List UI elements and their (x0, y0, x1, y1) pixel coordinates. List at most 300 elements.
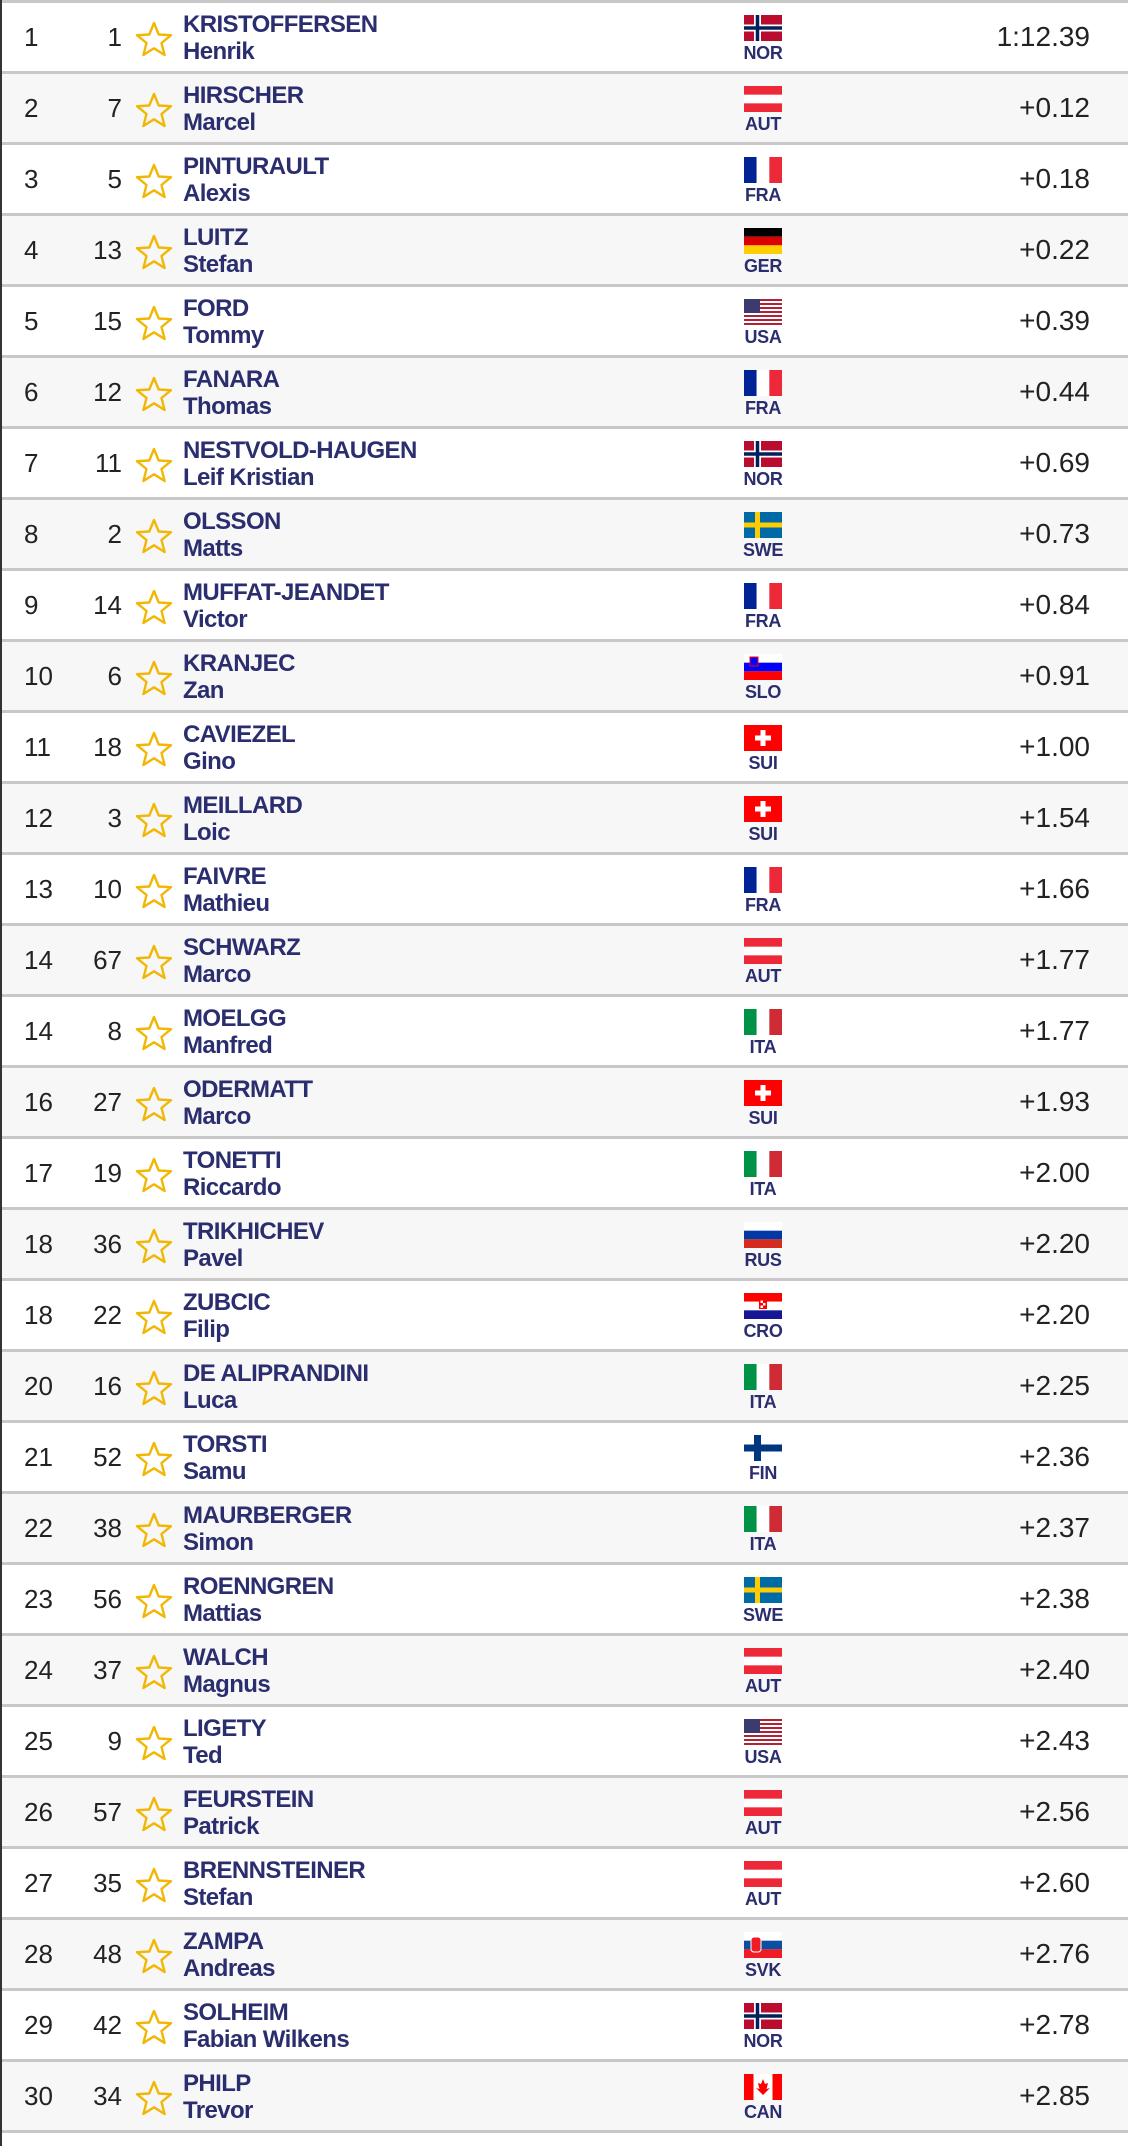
athlete-name-link[interactable] (183, 2070, 253, 2124)
athlete-last-name: OLSSON (183, 508, 281, 535)
rank-cell: 20 (24, 1371, 53, 1401)
table-row[interactable] (2, 852, 1128, 923)
flag-icon (744, 1080, 782, 1106)
rank-cell: 28 (24, 1939, 53, 1969)
table-row[interactable] (2, 355, 1128, 426)
time-cell: +0.44 (1019, 376, 1090, 407)
athlete-last-name: HIRSCHER (183, 82, 304, 109)
table-row[interactable] (2, 497, 1128, 568)
star-outline-icon[interactable] (134, 589, 174, 625)
athlete-first-name: Filip (183, 1316, 230, 1343)
athlete-last-name: MUFFAT-JEANDET (183, 579, 389, 606)
rank-cell: 7 (24, 448, 39, 478)
time-cell: +2.43 (1019, 1725, 1090, 1756)
flag-icon (744, 796, 782, 822)
rank-cell: 3 (24, 164, 39, 194)
athlete-name-link[interactable] (183, 721, 295, 775)
rank-cell: 22 (24, 1513, 53, 1543)
table-row[interactable] (2, 568, 1128, 639)
time-cell: +2.37 (1019, 1512, 1090, 1543)
bib-cell: 2 (107, 519, 122, 549)
rank-cell: 25 (24, 1726, 53, 1756)
bib-cell: 36 (93, 1229, 122, 1259)
table-row[interactable] (2, 1846, 1128, 1917)
star-outline-icon[interactable] (134, 731, 174, 767)
flag-icon (744, 1932, 782, 1958)
athlete-last-name: ODERMATT (183, 1076, 313, 1103)
athlete-last-name: PHILP (183, 2070, 251, 2097)
rank-cell: 4 (24, 235, 39, 265)
bib-cell: 42 (93, 2010, 122, 2040)
athlete-name-link[interactable] (183, 1005, 286, 1059)
athlete-last-name: LIGETY (183, 1715, 267, 1742)
time-cell: +0.12 (1019, 92, 1090, 123)
athlete-name-link[interactable] (183, 1218, 324, 1272)
flag-icon (744, 157, 782, 183)
flag-icon (744, 1790, 782, 1816)
nation-code: AUT (744, 1889, 782, 1909)
table-row[interactable] (2, 1349, 1128, 1420)
athlete-first-name: Marco (183, 1103, 251, 1130)
flag-icon (744, 1506, 782, 1532)
flag-icon (744, 370, 782, 396)
rank-cell: 26 (24, 1797, 53, 1827)
rank-cell: 5 (24, 306, 39, 336)
flag-icon (744, 1293, 782, 1319)
star-outline-icon[interactable] (134, 305, 174, 341)
flag-icon (744, 654, 782, 680)
athlete-last-name: BRENNSTEINER (183, 1857, 366, 1884)
athlete-first-name: Stefan (183, 1884, 253, 1911)
bib-cell: 67 (93, 945, 122, 975)
flag-icon (744, 512, 782, 538)
table-row[interactable] (2, 1278, 1128, 1349)
star-outline-icon[interactable] (134, 1654, 174, 1690)
table-row[interactable] (2, 1633, 1128, 1704)
athlete-name-link[interactable] (183, 1786, 314, 1840)
rank-cell: 12 (24, 803, 53, 833)
athlete-first-name: Fabian Wilkens (183, 2026, 350, 2053)
athlete-name-link[interactable] (183, 437, 417, 491)
star-outline-icon[interactable] (134, 447, 174, 483)
athlete-first-name: Gino (183, 748, 236, 775)
athlete-name-link[interactable] (183, 1644, 270, 1698)
athlete-last-name: DE ALIPRANDINI (183, 1360, 369, 1387)
bib-cell: 56 (93, 1584, 122, 1614)
star-outline-icon[interactable] (134, 1015, 174, 1051)
star-outline-icon[interactable] (134, 376, 174, 412)
flag-icon (744, 1435, 782, 1461)
table-row[interactable] (2, 142, 1128, 213)
nation-code: USA (744, 1747, 782, 1767)
nation-code: FRA (744, 895, 782, 915)
table-row[interactable] (2, 1136, 1128, 1207)
bib-cell: 34 (93, 2081, 122, 2111)
athlete-first-name: Riccardo (183, 1174, 281, 1201)
star-outline-icon[interactable] (134, 234, 174, 270)
table-row[interactable] (2, 923, 1128, 994)
athlete-name-link[interactable] (183, 1573, 334, 1627)
nation-code: FRA (744, 398, 782, 418)
table-row[interactable] (2, 426, 1128, 497)
nation-code: SVK (744, 1960, 782, 1980)
athlete-first-name: Ted (183, 1742, 223, 1769)
athlete-last-name: ZAMPA (183, 1928, 264, 1955)
bib-cell: 7 (107, 93, 122, 123)
time-cell: +2.60 (1019, 1867, 1090, 1898)
table-row[interactable] (2, 1917, 1128, 1988)
athlete-first-name: Leif Kristian (183, 464, 314, 491)
time-cell: +2.20 (1019, 1299, 1090, 1330)
athlete-first-name: Samu (183, 1458, 246, 1485)
athlete-name-link[interactable] (183, 1147, 281, 1201)
athlete-first-name: Matts (183, 535, 243, 562)
star-outline-icon[interactable] (134, 873, 174, 909)
athlete-name-link[interactable] (183, 579, 389, 633)
rank-cell: 18 (24, 1229, 53, 1259)
flag-icon (744, 583, 782, 609)
nation-code: SUI (748, 753, 778, 773)
athlete-first-name: Tommy (183, 322, 264, 349)
time-cell: +2.76 (1019, 1938, 1090, 1969)
bib-cell: 12 (93, 377, 122, 407)
star-outline-icon[interactable] (134, 2009, 174, 2045)
nation-code: FRA (744, 185, 782, 205)
star-outline-icon[interactable] (134, 660, 174, 696)
nation-code: SWE (742, 1605, 784, 1625)
athlete-name-link[interactable] (183, 1076, 312, 1130)
flag-icon (744, 1648, 782, 1674)
table-row[interactable] (2, 1491, 1128, 1562)
athlete-last-name: SCHWARZ (183, 934, 301, 961)
bib-cell: 9 (107, 1726, 122, 1756)
athlete-last-name: TONETTI (183, 1147, 282, 1174)
athlete-name-link[interactable] (183, 82, 304, 136)
nation-code: AUT (744, 1818, 782, 1838)
athlete-last-name: NESTVOLD-HAUGEN (183, 437, 417, 464)
time-cell: +1.54 (1019, 802, 1090, 833)
star-outline-icon[interactable] (134, 1938, 174, 1974)
rank-cell: 30 (24, 2081, 53, 2111)
flag-icon (744, 228, 782, 254)
star-outline-icon[interactable] (134, 163, 174, 199)
nation-code: USA (744, 327, 782, 347)
rank-cell: 2 (24, 93, 39, 123)
athlete-first-name: Marcel (183, 109, 256, 136)
star-outline-icon[interactable] (134, 1299, 174, 1335)
athlete-name-link[interactable] (183, 863, 269, 917)
time-cell: +0.39 (1019, 305, 1090, 336)
star-outline-icon[interactable] (134, 1867, 174, 1903)
athlete-last-name: KRANJEC (183, 650, 295, 677)
time-cell: +2.20 (1019, 1228, 1090, 1259)
athlete-last-name: WALCH (183, 1644, 268, 1671)
rank-cell: 10 (24, 661, 53, 691)
flag-icon (744, 2074, 782, 2100)
athlete-name-link[interactable] (183, 1502, 352, 1556)
rank-cell: 17 (24, 1158, 53, 1188)
athlete-name-link[interactable] (183, 1857, 365, 1911)
athlete-last-name: PINTURAULT (183, 153, 329, 180)
nation-code: CRO (743, 1321, 783, 1341)
bib-cell: 35 (93, 1868, 122, 1898)
time-cell: +1.00 (1019, 731, 1090, 762)
athlete-last-name: LUITZ (183, 224, 248, 251)
rank-cell: 18 (24, 1300, 53, 1330)
flag-icon (744, 1719, 782, 1745)
bib-cell: 27 (93, 1087, 122, 1117)
time-cell: +1.77 (1019, 1015, 1090, 1046)
time-cell: +0.84 (1019, 589, 1090, 620)
nation-code: NOR (743, 43, 783, 63)
nation-code: SUI (748, 1108, 778, 1128)
athlete-name-link[interactable] (183, 153, 329, 207)
table-row[interactable] (2, 1065, 1128, 1136)
table-row[interactable] (2, 781, 1128, 852)
star-outline-icon[interactable] (134, 1228, 174, 1264)
rank-cell: 6 (24, 377, 39, 407)
flag-icon (744, 1222, 782, 1248)
flag-icon (744, 938, 782, 964)
star-outline-icon[interactable] (134, 21, 174, 57)
athlete-last-name: TORSTI (183, 1431, 267, 1458)
athlete-first-name: Andreas (183, 1955, 275, 1982)
rank-cell: 8 (24, 519, 39, 549)
rank-cell: 14 (24, 945, 53, 975)
athlete-name-link[interactable] (183, 792, 302, 846)
star-outline-icon[interactable] (134, 1441, 174, 1477)
nation-code: AUT (744, 114, 782, 134)
nation-code: ITA (749, 1037, 777, 1057)
bib-cell: 52 (93, 1442, 122, 1472)
nation-code: FRA (744, 611, 782, 631)
time-cell: +1.77 (1019, 944, 1090, 975)
athlete-first-name: Luca (183, 1387, 237, 1414)
bib-cell: 15 (93, 306, 122, 336)
athlete-first-name: Trevor (183, 2097, 253, 2124)
athlete-first-name: Henrik (183, 38, 255, 65)
star-outline-icon[interactable] (134, 1725, 174, 1761)
table-row[interactable] (2, 710, 1128, 781)
time-cell: +2.85 (1019, 2080, 1090, 2111)
time-cell: +0.91 (1019, 660, 1090, 691)
athlete-name-link[interactable] (183, 650, 295, 704)
nation-code: ITA (749, 1179, 777, 1199)
athlete-first-name: Manfred (183, 1032, 273, 1059)
time-cell: +1.93 (1019, 1086, 1090, 1117)
time-cell: +2.78 (1019, 2009, 1090, 2040)
athlete-last-name: KRISTOFFERSEN (183, 11, 378, 38)
athlete-first-name: Zan (183, 677, 224, 704)
athlete-first-name: Marco (183, 961, 251, 988)
athlete-last-name: MAURBERGER (183, 1502, 352, 1529)
athlete-name-link[interactable] (183, 508, 281, 562)
nation-code: CAN (743, 2102, 783, 2122)
athlete-first-name: Patrick (183, 1813, 259, 1840)
nation-code: NOR (743, 2031, 783, 2051)
flag-icon (744, 441, 782, 467)
athlete-first-name: Simon (183, 1529, 254, 1556)
nation-code: SWE (742, 540, 784, 560)
rank-cell: 27 (24, 1868, 53, 1898)
table-row[interactable] (2, 1704, 1128, 1775)
rank-cell: 14 (24, 1016, 53, 1046)
nation-code: AUT (744, 1676, 782, 1696)
bib-cell: 6 (107, 661, 122, 691)
rank-cell: 9 (24, 590, 39, 620)
flag-icon (744, 86, 782, 112)
athlete-first-name: Alexis (183, 180, 251, 207)
athlete-first-name: Magnus (183, 1671, 271, 1698)
athlete-last-name: TRIKHICHEV (183, 1218, 324, 1245)
time-cell: +2.36 (1019, 1441, 1090, 1472)
table-row[interactable] (2, 2059, 1128, 2133)
bib-cell: 22 (93, 1300, 122, 1330)
athlete-last-name: ZUBCIC (183, 1289, 271, 1316)
flag-icon (744, 1577, 782, 1603)
athlete-last-name: ROENNGREN (183, 1573, 334, 1600)
athlete-first-name: Mathieu (183, 890, 270, 917)
star-outline-icon[interactable] (134, 92, 174, 128)
table-row[interactable] (2, 71, 1128, 142)
bib-cell: 19 (93, 1158, 122, 1188)
rank-cell: 24 (24, 1655, 53, 1685)
rank-cell: 16 (24, 1087, 53, 1117)
flag-icon (744, 1861, 782, 1887)
athlete-first-name: Stefan (183, 251, 253, 278)
athlete-name-link[interactable] (183, 1431, 267, 1485)
athlete-name-link[interactable] (183, 366, 279, 420)
athlete-first-name: Victor (183, 606, 247, 633)
bib-cell: 3 (107, 803, 122, 833)
time-cell: +2.25 (1019, 1370, 1090, 1401)
star-outline-icon[interactable] (134, 518, 174, 554)
table-row[interactable] (2, 1988, 1128, 2059)
athlete-last-name: MOELGG (183, 1005, 287, 1032)
athlete-name-link[interactable] (183, 295, 264, 349)
star-outline-icon[interactable] (134, 1370, 174, 1406)
bib-cell: 14 (93, 590, 122, 620)
star-outline-icon[interactable] (134, 1796, 174, 1832)
bib-cell: 5 (107, 164, 122, 194)
time-cell: +0.69 (1019, 447, 1090, 478)
time-cell: 1:12.39 (996, 21, 1090, 52)
flag-icon (744, 1151, 782, 1177)
nation-code: ITA (749, 1534, 777, 1554)
bib-cell: 57 (93, 1797, 122, 1827)
bib-cell: 10 (93, 874, 122, 904)
bib-cell: 13 (93, 235, 122, 265)
flag-icon (744, 1364, 782, 1390)
bib-cell: 48 (93, 1939, 122, 1969)
athlete-last-name: FEURSTEIN (183, 1786, 314, 1813)
nation-code: ITA (749, 1392, 777, 1412)
flag-icon (744, 299, 782, 325)
rank-cell: 13 (24, 874, 53, 904)
flag-icon (744, 2003, 782, 2029)
star-outline-icon[interactable] (134, 1086, 174, 1122)
flag-icon (744, 15, 782, 41)
athlete-name-link[interactable] (183, 1928, 275, 1982)
nation-code: AUT (744, 966, 782, 986)
nation-code: SLO (744, 682, 782, 702)
athlete-name-link[interactable] (183, 1360, 368, 1414)
rank-cell: 1 (24, 22, 39, 52)
athlete-name-link[interactable] (183, 11, 377, 65)
athlete-last-name: FANARA (183, 366, 280, 393)
time-cell: +0.22 (1019, 234, 1090, 265)
athlete-first-name: Loic (183, 819, 230, 846)
rank-cell: 29 (24, 2010, 53, 2040)
rank-cell: 11 (24, 732, 51, 762)
athlete-last-name: FORD (183, 295, 249, 322)
nation-code: FIN (748, 1463, 778, 1483)
table-row[interactable] (2, 639, 1128, 710)
table-row[interactable] (2, 1775, 1128, 1846)
athlete-name-link[interactable] (183, 1715, 266, 1769)
table-row[interactable] (2, 0, 1128, 71)
table-row[interactable] (2, 1207, 1128, 1278)
star-outline-icon[interactable] (134, 802, 174, 838)
bib-cell: 1 (107, 22, 122, 52)
bib-cell: 8 (107, 1016, 122, 1046)
table-row[interactable] (2, 1562, 1128, 1633)
athlete-name-link[interactable] (183, 1289, 270, 1343)
athlete-first-name: Pavel (183, 1245, 243, 1272)
bib-cell: 38 (93, 1513, 122, 1543)
bib-cell: 37 (93, 1655, 122, 1685)
star-outline-icon[interactable] (134, 944, 174, 980)
athlete-first-name: Thomas (183, 393, 272, 420)
time-cell: +2.38 (1019, 1583, 1090, 1614)
time-cell: +2.56 (1019, 1796, 1090, 1827)
athlete-last-name: MEILLARD (183, 792, 303, 819)
time-cell: +1.66 (1019, 873, 1090, 904)
rank-cell: 21 (24, 1442, 53, 1472)
table-row[interactable] (2, 213, 1128, 284)
table-row[interactable] (2, 284, 1128, 355)
star-outline-icon[interactable] (134, 1583, 174, 1619)
nation-code: GER (743, 256, 783, 276)
star-outline-icon[interactable] (134, 1512, 174, 1548)
athlete-name-link[interactable] (183, 1999, 349, 2053)
athlete-last-name: CAVIEZEL (183, 721, 296, 748)
athlete-last-name: FAIVRE (183, 863, 267, 890)
bib-cell: 18 (93, 732, 122, 762)
athlete-first-name: Mattias (183, 1600, 262, 1627)
star-outline-icon[interactable] (134, 2080, 174, 2116)
nation-code: SUI (748, 824, 778, 844)
results-table (2, 0, 1128, 2146)
athlete-name-link[interactable] (183, 934, 300, 988)
flag-icon (744, 867, 782, 893)
rank-cell: 23 (24, 1584, 53, 1614)
athlete-name-link[interactable] (183, 224, 253, 278)
time-cell: +2.40 (1019, 1654, 1090, 1685)
nation-code: RUS (744, 1250, 782, 1270)
time-cell: +2.00 (1019, 1157, 1090, 1188)
nation-code: NOR (743, 469, 783, 489)
flag-icon (744, 1009, 782, 1035)
time-cell: +0.73 (1019, 518, 1090, 549)
bib-cell: 11 (95, 448, 122, 478)
table-row[interactable] (2, 994, 1128, 1065)
flag-icon (744, 725, 782, 751)
bib-cell: 16 (93, 1371, 122, 1401)
time-cell: +0.18 (1019, 163, 1090, 194)
star-outline-icon[interactable] (134, 1157, 174, 1193)
table-row[interactable] (2, 1420, 1128, 1491)
